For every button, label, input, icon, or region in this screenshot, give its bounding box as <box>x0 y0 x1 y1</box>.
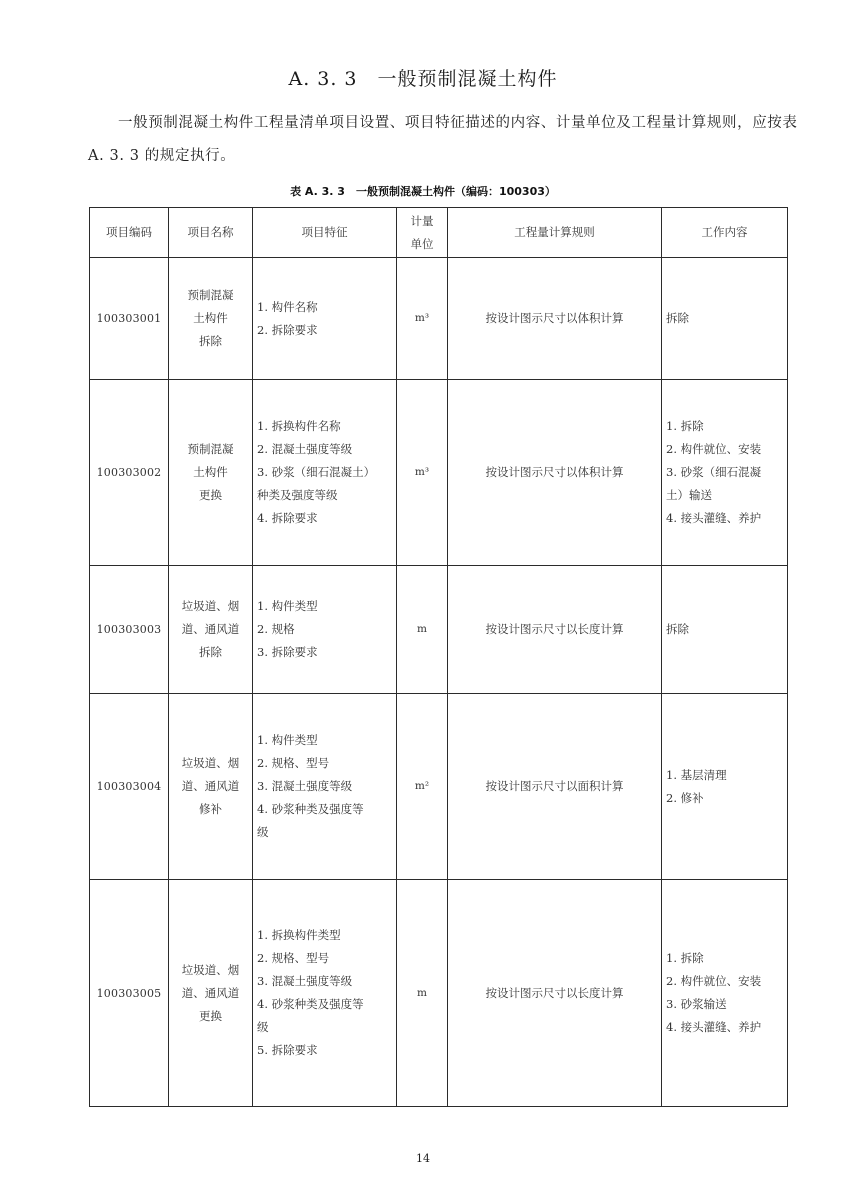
item-code-cell: 100303005 <box>90 880 169 1107</box>
header-unit-line: 计量 <box>410 213 434 228</box>
work-content-cell <box>662 880 788 1107</box>
work-line: 2. 构件就位、安装 <box>666 442 762 456</box>
item-features-cell <box>253 258 397 380</box>
work-content-cell <box>662 694 788 880</box>
spec-table <box>89 207 788 1107</box>
unit-cell: m <box>397 880 448 1107</box>
work-content-cell <box>662 380 788 566</box>
feature-line: 1. 构件类型 <box>257 599 318 613</box>
item-name-cell <box>169 258 253 380</box>
header-name: 项目名称 <box>169 208 253 258</box>
item-code-cell: 100303003 <box>90 566 169 694</box>
feature-line: 2. 规格 <box>257 622 295 636</box>
item-features-cell <box>253 880 397 1107</box>
feature-line: 1. 拆换构件类型 <box>257 928 341 942</box>
work-line: 3. 砂浆（细石混凝 <box>666 465 762 479</box>
work-content-cell <box>662 258 788 380</box>
calculation-rule-cell: 按设计图示尺寸以长度计算 <box>448 566 662 694</box>
feature-line: 3. 砂浆（细石混凝土） <box>257 465 376 479</box>
unit-cell: m³ <box>397 380 448 566</box>
feature-line: 4. 砂浆种类及强度等 <box>257 802 364 816</box>
work-line: 拆除 <box>666 622 689 636</box>
item-name-line: 更换 <box>199 488 222 502</box>
header-rule: 工程量计算规则 <box>448 208 662 258</box>
item-name-line: 垃圾道、烟 <box>181 962 240 977</box>
table-body <box>90 258 788 1107</box>
table-row <box>90 694 788 880</box>
item-name-line: 预制混凝 <box>187 442 234 456</box>
table-row <box>90 566 788 694</box>
work-line: 1. 拆除 <box>666 419 704 433</box>
item-code-cell: 100303002 <box>90 380 169 566</box>
feature-line: 4. 拆除要求 <box>257 511 318 525</box>
feature-line: 3. 混凝土强度等级 <box>257 974 353 988</box>
header-features: 项目特征 <box>253 208 397 258</box>
item-name-line: 拆除 <box>199 334 222 348</box>
work-line: 2. 修补 <box>666 790 704 805</box>
feature-line: 种类及强度等级 <box>257 488 338 502</box>
feature-line: 3. 拆除要求 <box>257 645 318 659</box>
feature-line: 1. 构件类型 <box>257 733 318 747</box>
item-name-line: 土构件 <box>193 465 228 479</box>
item-name-line: 更换 <box>199 1008 222 1023</box>
item-features-cell <box>253 380 397 566</box>
item-name-line: 道、通风道 <box>181 985 240 1000</box>
feature-line: 3. 混凝土强度等级 <box>257 779 353 793</box>
table-row <box>90 258 788 380</box>
section-heading: A. 3. 3 一般预制混凝土构件 <box>288 68 558 90</box>
item-code-cell: 100303001 <box>90 258 169 380</box>
item-name-line: 垃圾道、烟 <box>181 599 240 613</box>
item-name-line: 道、通风道 <box>181 622 240 636</box>
table-row <box>90 380 788 566</box>
work-line: 1. 基层清理 <box>666 767 727 782</box>
feature-line: 2. 规格、型号 <box>257 756 330 770</box>
unit-cell: m <box>397 566 448 694</box>
page-number: 14 <box>416 1152 430 1165</box>
feature-line: 级 <box>257 825 269 839</box>
item-name-line: 土构件 <box>193 311 228 325</box>
work-line: 3. 砂浆输送 <box>666 997 727 1011</box>
item-name-line: 道、通风道 <box>181 779 240 793</box>
feature-line: 2. 混凝土强度等级 <box>257 442 353 456</box>
header-code: 项目编码 <box>90 208 169 258</box>
unit-cell: m³ <box>397 258 448 380</box>
item-code-cell: 100303004 <box>90 694 169 880</box>
item-name-cell <box>169 880 253 1107</box>
feature-line: 5. 拆除要求 <box>257 1043 318 1057</box>
calculation-rule-cell: 按设计图示尺寸以面积计算 <box>448 694 662 880</box>
calculation-rule-cell: 按设计图示尺寸以长度计算 <box>448 880 662 1107</box>
calculation-rule-cell: 按设计图示尺寸以体积计算 <box>448 258 662 380</box>
feature-line: 1. 拆换构件名称 <box>257 419 341 433</box>
feature-line: 2. 规格、型号 <box>257 951 330 965</box>
work-line: 1. 拆除 <box>666 951 704 965</box>
feature-line: 级 <box>257 1020 269 1034</box>
unit-cell: m² <box>397 694 448 880</box>
feature-line: 4. 砂浆种类及强度等 <box>257 997 364 1011</box>
item-features-cell <box>253 566 397 694</box>
header-unit <box>397 208 448 258</box>
item-name-line: 垃圾道、烟 <box>181 756 240 770</box>
work-line: 土）输送 <box>666 488 712 502</box>
work-content-cell <box>662 566 788 694</box>
item-name-line: 预制混凝 <box>187 288 234 302</box>
header-work: 工作内容 <box>662 208 788 258</box>
item-name-cell <box>169 380 253 566</box>
item-features-cell <box>253 694 397 880</box>
work-line: 4. 接头灌缝、养护 <box>666 1020 762 1034</box>
work-line: 2. 构件就位、安装 <box>666 974 762 988</box>
item-name-line: 修补 <box>199 802 222 816</box>
table-header-row <box>90 208 788 258</box>
feature-line: 1. 构件名称 <box>257 299 318 314</box>
feature-line: 2. 拆除要求 <box>257 322 318 337</box>
header-unit-line: 单位 <box>410 236 434 251</box>
work-line: 4. 接头灌缝、养护 <box>666 511 762 525</box>
table-caption: 表 A. 3. 3 一般预制混凝土构件（编码：100303） <box>290 185 556 198</box>
work-line: 拆除 <box>666 311 689 325</box>
table-row <box>90 880 788 1107</box>
item-name-cell <box>169 566 253 694</box>
intro-paragraph: 一般预制混凝土构件工程量清单项目设置、项目特征描述的内容、计量单位及工程量计算规则，应按表 A. 3. 3 的规定执行。 <box>88 115 798 164</box>
item-name-line: 拆除 <box>199 645 222 659</box>
item-name-cell <box>169 694 253 880</box>
calculation-rule-cell: 按设计图示尺寸以体积计算 <box>448 380 662 566</box>
